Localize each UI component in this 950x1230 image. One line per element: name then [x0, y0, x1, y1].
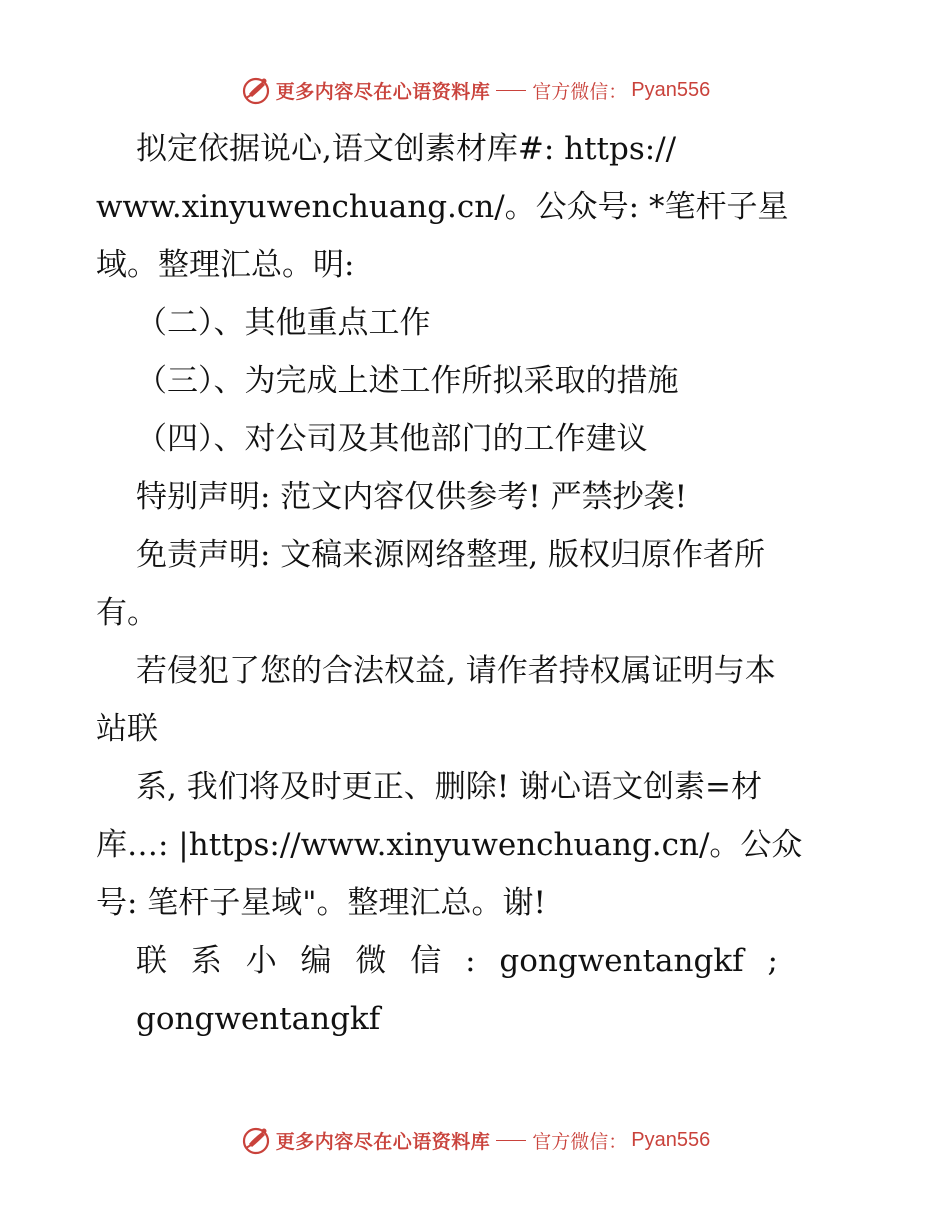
paragraph-line: 域。整理汇总。明: — [96, 247, 355, 283]
footer-banner — [0, 1120, 950, 1160]
disclaimer-line: 有。 — [96, 595, 158, 631]
contact-line: 库…: |https://www.xinyuwenchuang.cn/。公众 — [96, 827, 803, 863]
wechat-contact-id: gongwentangkf — [136, 1001, 381, 1037]
contact-line: 系, 我们将及时更正、删除! 谢心语文创素=材 — [136, 769, 762, 805]
footer-banner-wechat-label: 官方微信： — [532, 1130, 628, 1153]
section-heading: （二）、其他重点工作 — [136, 305, 431, 341]
header-banner-main-text: 更多内容尽在心语资料库 — [275, 80, 491, 103]
special-statement: 特别声明: 范文内容仅供参考! 严禁抄袭! — [136, 479, 688, 515]
header-banner-content — [240, 74, 711, 106]
section-heading: （三）、为完成上述工作所拟采取的措施 — [136, 363, 679, 399]
header-banner-wechat-id: Pyan556 — [631, 78, 711, 101]
footer-banner-wechat-id: Pyan556 — [631, 1128, 711, 1151]
paragraph-line: www.xinyuwenchuang.cn/。公众号: *笔杆子星 — [96, 189, 789, 225]
paragraph-line: 拟定依据说心,语文创素材库#: https:// — [136, 131, 677, 167]
pen-logo-icon — [240, 74, 272, 106]
header-banner-dash — [496, 90, 526, 91]
footer-banner-content — [240, 1124, 711, 1156]
header-banner-wechat-label: 官方微信： — [532, 80, 628, 103]
infringement-line: 站联 — [96, 711, 158, 747]
pen-logo-icon — [240, 1124, 272, 1156]
infringement-line: 若侵犯了您的合法权益, 请作者持权属证明与本 — [136, 653, 776, 689]
footer-banner-dash — [496, 1140, 526, 1141]
disclaimer-line: 免责声明: 文稿来源网络整理, 版权归原作者所 — [136, 537, 766, 573]
footer-banner-main-text: 更多内容尽在心语资料库 — [275, 1130, 491, 1153]
section-heading: （四）、对公司及其他部门的工作建议 — [136, 421, 648, 457]
document-body — [96, 120, 866, 1048]
wechat-contact-line: 联 系 小 编 微 信 : gongwentangkf ; — [136, 943, 778, 979]
contact-line: 号: 笔杆子星域"。整理汇总。谢! — [96, 885, 547, 921]
header-banner — [0, 70, 950, 110]
